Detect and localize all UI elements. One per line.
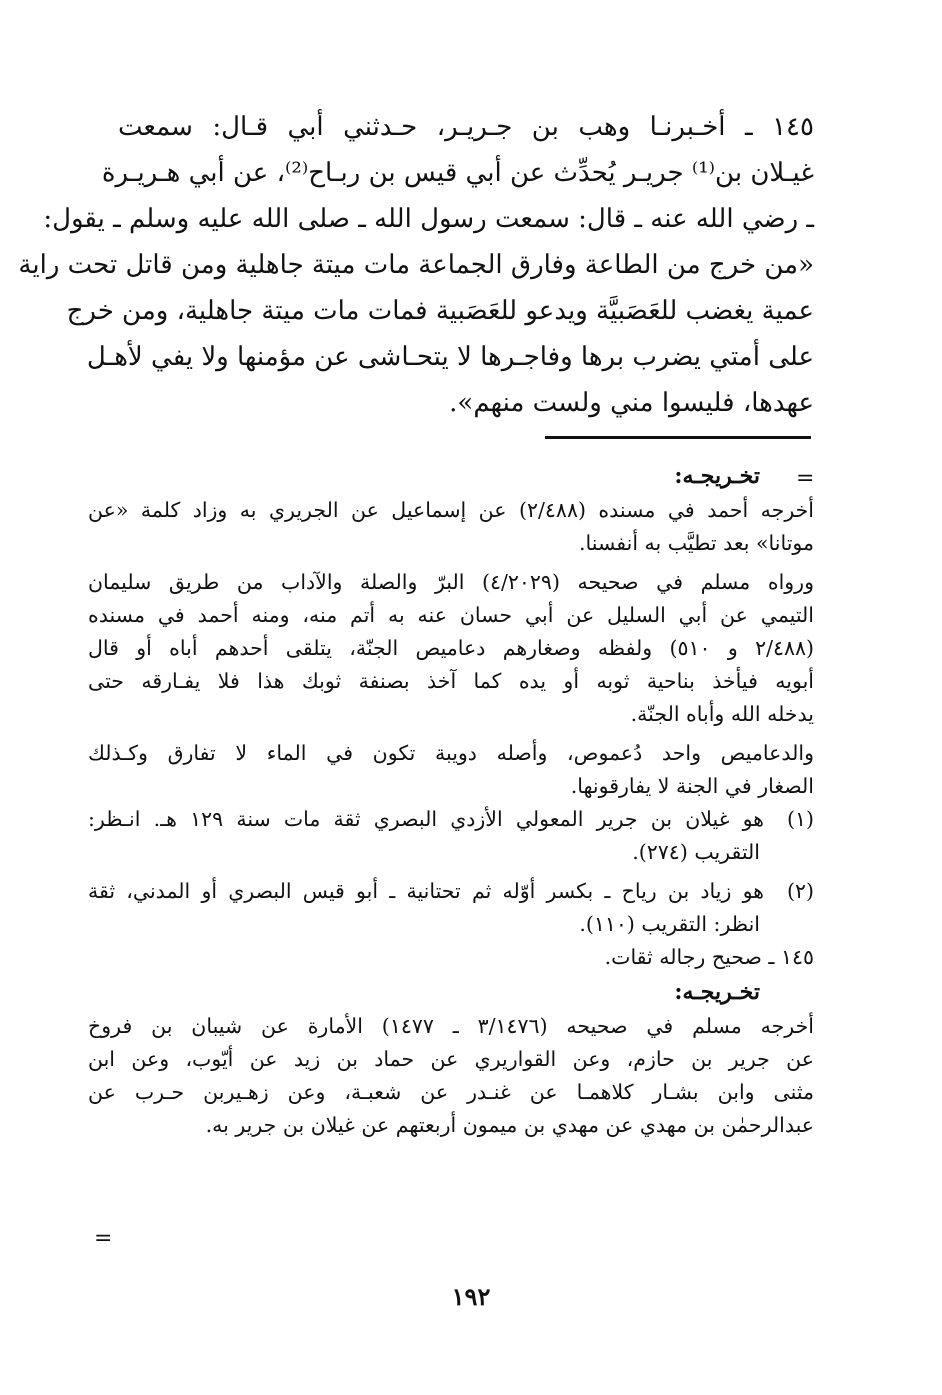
hadith-line: على أمتي يضرب برها وفاجـرها لا يتحـاشى عن مؤمنها ولا يفي لأهـل [86,342,814,372]
takhrij-heading: تخـريجـه: [674,463,760,489]
hadith-line: ١٤٥ ـ أخـبرنـا وهب بن جـريـر، حـدثني أبي قـال: سمعت [118,112,814,142]
footnote-2-line: انظر: التقريب (١١٠). [579,912,760,936]
footnote-line: (٢/٤٨٨ و ٥١٠) ولفظه وصغارهم دعاميص الجنّة، يتلقى أحدهم أباه أو قال [88,636,815,660]
takhrij-heading: تخـريجـه: [674,979,760,1005]
footnote-1-marker: (١) [786,807,814,831]
footnote-line: موتانا» بعد تطيَّب به أنفسنا. [579,531,814,555]
hadith-line: عهدها، فليسوا مني ولست منهم». [449,388,814,418]
hadith-line: عمية يغضب للعَصَبيَّة ويدعو للعَصَبية فمات مات ميتة جاهلية، ومن خرج [66,296,814,326]
footnote-2-text: هو زياد بن رياح ـ بكسر أوّله ثم تحتانية ـ أبو قيس البصري أو المدني، ثقة [88,879,764,903]
footnote-2-line [88,875,814,908]
hadith-text [18,104,814,426]
footnote-2-marker: (٢) [786,879,814,903]
footnote-line: أخرجه أحمد في مسنده (٢/٤٨٨) عن إسماعيل عن الجريري به وزاد كلمة «عن [88,498,814,522]
end-continuation-mark: = [94,1226,113,1251]
footnote-line: أخرجه مسلم في صحيحه (٣/١٤٧٦ ـ ١٤٧٧) الأمارة عن شيبان بن فروخ [88,1014,814,1038]
footnote-line: مثنى وابن بشـار كلاهمـا عن غنـدر عن شعبـة، وعن زهـيربن حـرب عن [88,1080,814,1104]
hadith-grade: ١٤٥ ـ صحيح رجاله ثقات. [604,945,814,969]
footnote-1-line [88,803,814,836]
footnote-line: والدعاميص واحد دُعموص، وأصله دويبة تكون في الماء لا تفارق وكـذلك [88,741,814,765]
footnote-line: ورواه مسلم في صحيحه (٤/٢٠٢٩) البرّ والصلة والآداب من طريق سليمان [88,570,814,594]
footnote-line: يدخله الله وأباه الجنّة. [630,702,814,726]
footnote-line: التيمي عن أبي السليل عن أبي حسان عنه به أتم منه، ومنه أحمد في مسنده [88,603,814,627]
hadith-line: ـ رضي الله عنه ـ قال: سمعت رسول الله ـ صلى الله عليه وسلم ـ يقول: [43,204,814,234]
hadith-line: غيـلان بن⁽¹⁾ جريـر يُحدِّث عن أبي قيس بن ربـاح⁽²⁾، عن أبي هـريـرة [101,158,814,188]
continuation-mark: = [796,466,815,491]
footnote-line: أبويه فيأخذ بناحية ثوبه أو يده كما آخذ بصنفة ثوبك هذا فلا يفـارقه حتى [88,669,814,693]
hadith-line: «من خرج من الطاعة وفارق الجماعة مات ميتة جاهلية ومن قاتل تحت راية [18,250,814,280]
footnote-1-line: التقريب (٢٧٤). [632,840,760,864]
footnote-separator-rule [545,436,811,439]
footnote-line: عن جرير بن حازم، وعن القواريري عن حماد بن زيد عن أيّوب، وعن ابن [88,1047,814,1071]
footnote-line: الصغار في الجنة لا يفارقونها. [570,774,814,798]
footnotes [88,458,814,1142]
footnote-1-text: هو غيلان بن جرير المعولي الأزدي البصري ثقة مات سنة ١٢٩ هـ. انـظر: [88,807,764,831]
page-number: ١٩٢ [451,1282,491,1311]
footnote-line: عبدالرحمٰن بن مهدي عن مهدي بن ميمون أربعتهم عن غيلان بن جرير به. [205,1113,814,1137]
